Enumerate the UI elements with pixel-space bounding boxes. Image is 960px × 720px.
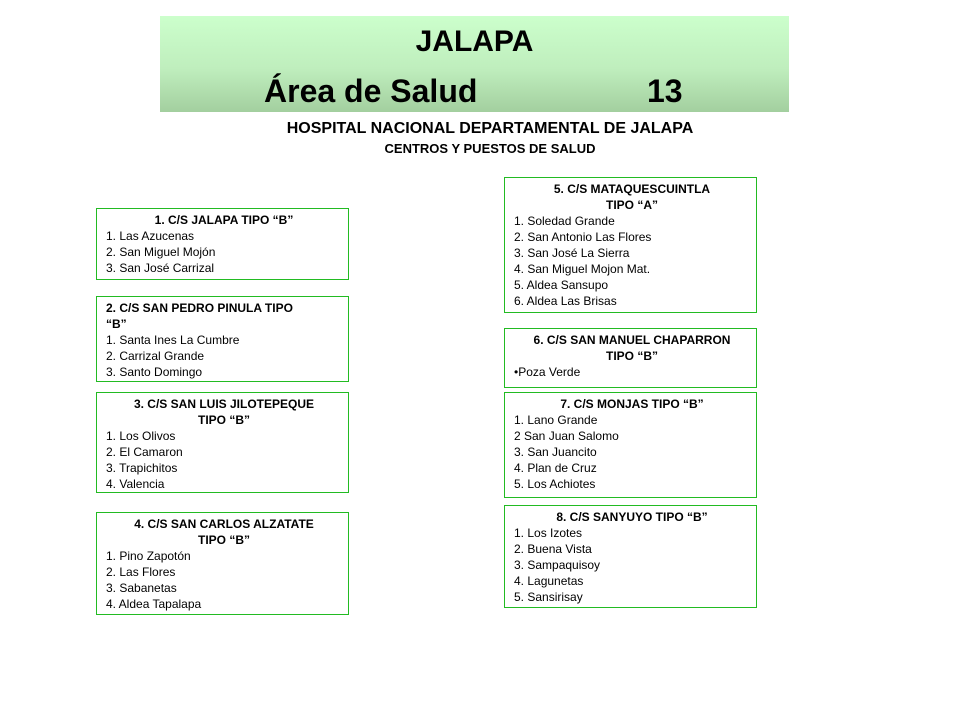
list-item: 3. Trapichitos: [106, 461, 178, 475]
center-title: 1. C/S JALAPA TIPO “B”: [154, 213, 294, 227]
list-item: •Poza Verde: [514, 365, 581, 379]
center-title: 6. C/S SAN MANUEL CHAPARRON TIPO “B”: [533, 333, 731, 363]
health-area-label: Área de Salud: [264, 73, 478, 109]
list-item: 5. Sansirisay: [514, 590, 583, 604]
list-item: 4. Valencia: [106, 477, 165, 491]
list-item: 1. Lano Grande: [514, 413, 598, 427]
list-item: 6. Aldea Las Brisas: [514, 294, 617, 308]
list-item: 2. El Camaron: [106, 445, 183, 459]
center-box-san-luis-jilotepeque: [96, 392, 349, 493]
center-title: 5. C/S MATAQUESCUINTLA TIPO “A”: [553, 182, 711, 212]
list-item: 3. San José La Sierra: [514, 246, 630, 260]
region-title: JALAPA: [415, 25, 534, 58]
post-list: [514, 525, 750, 605]
center-box-sanyuyo: [504, 505, 757, 608]
center-box-san-carlos-alzatate: [96, 512, 349, 615]
list-item: 3. Sabanetas: [106, 581, 177, 595]
post-list: [514, 213, 750, 309]
list-item: 1. Pino Zapotón: [106, 549, 191, 563]
list-item: 2. Buena Vista: [514, 542, 592, 556]
post-list: [106, 332, 342, 380]
post-list: [106, 548, 342, 612]
center-box-san-pedro-pinula: [96, 296, 349, 382]
list-item: 3. San Juancito: [514, 445, 597, 459]
list-item: 4. Plan de Cruz: [514, 461, 597, 475]
list-item: 3. San José Carrizal: [106, 261, 215, 275]
post-list: [106, 428, 342, 492]
center-box-jalapa: [96, 208, 349, 280]
list-item: 2. Carrizal Grande: [106, 349, 205, 363]
list-item: 3. Santo Domingo: [106, 365, 203, 379]
list-item: 2 San Juan Salomo: [514, 429, 619, 443]
center-box-mataquescuintla: [504, 177, 757, 313]
center-title: 3. C/S SAN LUIS JILOTEPEQUE TIPO “B”: [133, 397, 315, 427]
title-banner: [160, 16, 789, 112]
center-title: 2. C/S SAN PEDRO PINULA TIPO “B”: [106, 301, 293, 331]
centers-subheading: CENTROS Y PUESTOS DE SALUD: [384, 141, 596, 156]
list-item: 3. Sampaquisoy: [514, 558, 601, 572]
center-title: 7. C/S MONJAS TIPO “B”: [560, 397, 704, 411]
list-item: 5. Aldea Sansupo: [514, 278, 609, 292]
list-item: 2. San Miguel Mojón: [106, 245, 216, 259]
list-item: 4. Lagunetas: [514, 574, 584, 588]
list-item: 1. Soledad Grande: [514, 214, 615, 228]
center-title: 4. C/S SAN CARLOS ALZATATE TIPO “B”: [134, 517, 314, 547]
list-item: 1. Los Olivos: [106, 429, 176, 443]
list-item: 4. Aldea Tapalapa: [106, 597, 202, 611]
list-item: 4. San Miguel Mojon Mat.: [514, 262, 651, 276]
health-area-number: 13: [647, 73, 683, 109]
list-item: 1. Los Izotes: [514, 526, 583, 540]
post-list: [514, 364, 750, 380]
center-box-san-manuel-chaparron: [504, 328, 757, 388]
list-item: 5. Los Achiotes: [514, 477, 596, 491]
post-list: [106, 228, 342, 276]
list-item: 2. Las Flores: [106, 565, 176, 579]
center-box-monjas: [504, 392, 757, 498]
center-title: 8. C/S SANYUYO TIPO “B”: [556, 510, 708, 524]
post-list: [514, 412, 750, 492]
hospital-heading: HOSPITAL NACIONAL DEPARTAMENTAL DE JALAPA: [286, 120, 694, 137]
list-item: 2. San Antonio Las Flores: [514, 230, 652, 244]
list-item: 1. Las Azucenas: [106, 229, 195, 243]
list-item: 1. Santa Ines La Cumbre: [106, 333, 240, 347]
